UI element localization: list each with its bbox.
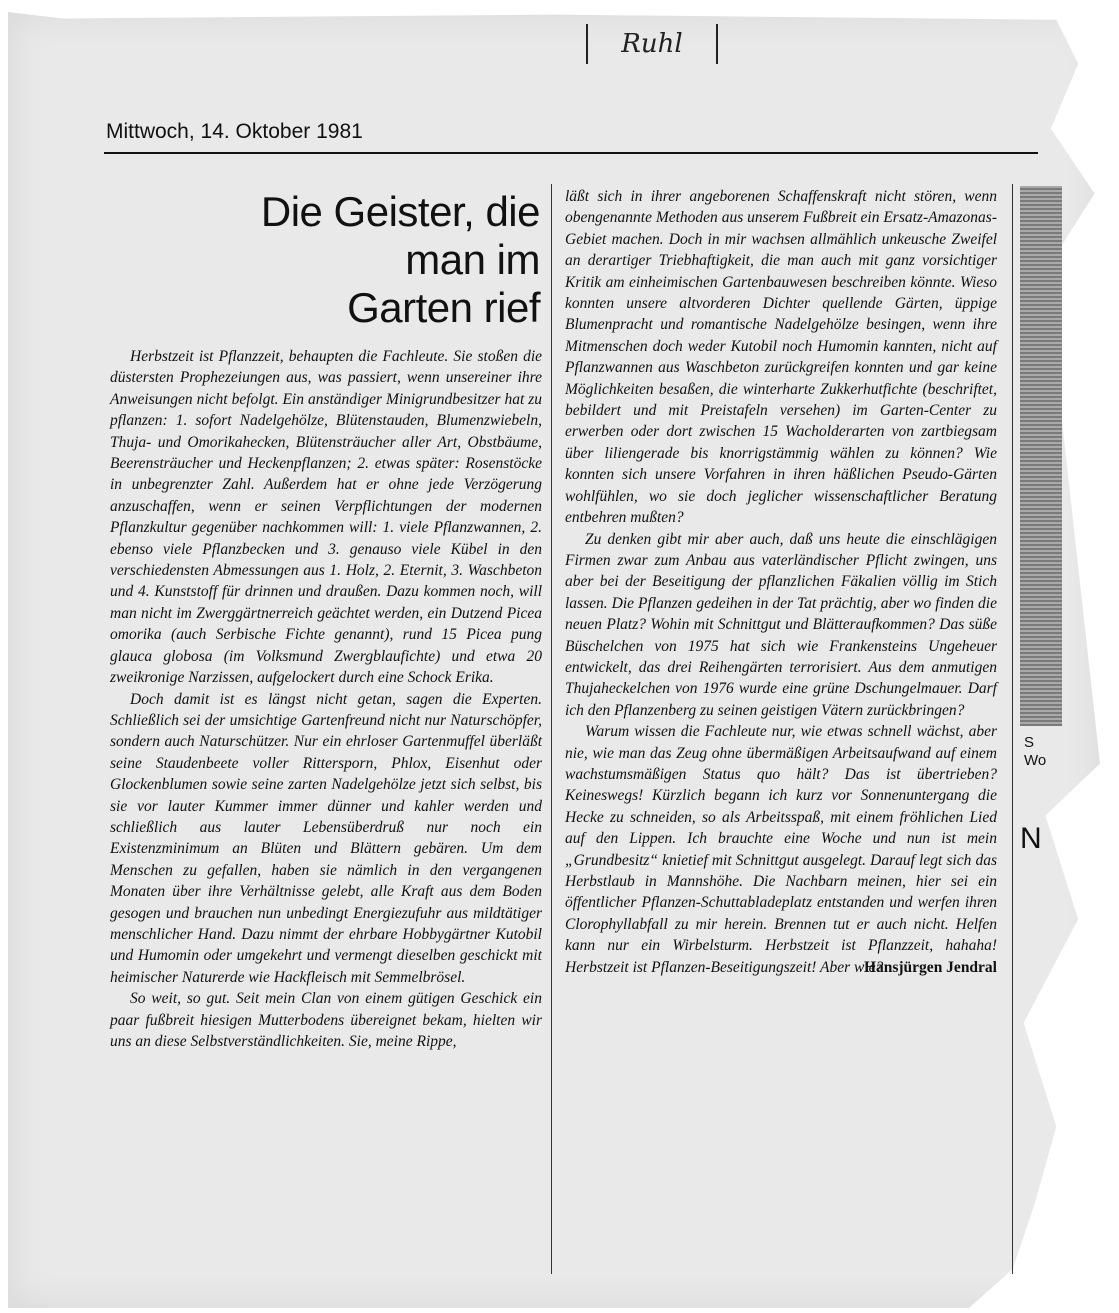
adjacent-text-fragment: Wo [1024, 752, 1047, 769]
article-headline [210, 188, 540, 332]
article-paragraph: Warum wissen die Fachleute nur, wie etwas schnell wächst, aber nie, wie man das Zeug ohne übermäßigen Arbeitsaufwand auf einem wachstumsmäßigen Status quo hält? Das ist übertrieben? Keineswegs! Kürzlich begann ich kurz vor Sonnenuntergang die Hecke zu schneiden, so als Arbeitsspaß, mit einem fröhlichen Lied auf den Lippen. Ich brauchte eine Woche und nun ist mein „Grundbesitz“ knietief mit Schnittgut ausgelegt. Darauf legt sich das Herbstlaub in Mannshöhe. Die Nachbarn meinen, hier sei ein öffentlicher Pflanzen-Schuttabladeplatz entstanden und werfen ihren Clorophyllabfall zu mir herein. Brennen tut er auch nicht. Helfen kann nur ein Wirbelsturm. Herbstzeit ist Pflanzzeit, hahaha! Herbstzeit ist Pflanzen-Beseitigungszeit! Aber wie? [565, 723, 997, 976]
dateline: Mittwoch, 14. Oktober 1981 [106, 120, 363, 143]
article-paragraph: So weit, so gut. Seit mein Clan von einem gütigen Geschick ein paar fußbreit hiesigen Mutterbodens übereignet bekam, hielten wir uns an diese Selbstverständlichkeiten. Sie, meine Rippe, [110, 990, 542, 1050]
article-paragraph: Zu denken gibt mir aber auch, daß uns heute die einschlägigen Firmen zwar zum Anbau aus vaterländischer Pflicht zwingen, uns aber bei der Beseitigung der pflanzlichen Fäkalien völlig im Stich lassen. Die Pflanzen gedeihen in der Tat prächtig, aber wo finden die neuen Platz? Wohin mit Schnittgut und Blätteraufkommen? Das süße Büschelchen von 1975 hat sich wie Frankensteins Ungeheuer entwickelt, das drei Reihengärten terrorisiert. Aus dem anmutigen Thujaheckelchen von 1976 wurde eine grüne Dschungelmauer. Darf ich den Pflanzenberg zu seinen geistigen Vätern zurückbringen? [565, 530, 997, 719]
handwritten-stamp: Ruhl [586, 24, 718, 64]
article-paragraph: Herbstzeit ist Pflanzzeit, behaupten die Fachleute. Sie stoßen die düstersten Prophezeiungen aus, was passiert, wenn unsereiner ihre Anweisungen nicht befolgt. Ein anständiger Minigrundbesitzer hat zu pflanzen: 1. sofort Nadelgehölze, Blütenstauden, Blumenzwiebeln, Thuja- und Omorikahecken, Blütensträucher aller Art, Obstbäume, Beerensträucher und Heckenpflanzen; 2. etwas später: Rosenstöcke in unbegrenzter Zahl. Außerdem hat er ohne jede Verzögerung anzuschaffen, wenn er seinen Verpflichtungen der modernen Pflanzkultur gegenüber nachkommen will: 1. viele Pflanzwannen, 2. ebenso viele Pflanzbecken und 3. genauso viele Kübel in den verschiedensten Abmessungen aus 1. Holz, 2. Eternit, 3. Waschbeton und 4. Kunststoff für drinnen und draußen. Dazu kommen noch, will man nicht im Zwerggärtnerreich geächtet werden, ein Dutzend Picea omorika (auch Serbische Fichte genannt), rund 15 Picea pung glauca globosa (im Volksmund Zwergblaufichte) und etwa 20 zweikronige Narzissen, aufgelockert durch eine Schock Erika. [110, 348, 542, 687]
header-rule [104, 152, 1038, 154]
article-paragraph-continued: läßt sich in ihrer angeborenen Schaffenskraft nicht stören, wenn obengenannte Methoden aus unserem Fußbreit ein Ersatz-Amazonas-Gebiet machen. Doch in mir wachsen allmählich unkeusche Zweifel an derartiger Triebhaftigkeit, die man auch mit ganz vorsichtiger Kritik am einheimischen Gartenbauwesen beschreiben könnte. Wieso konnten unsere altvorderen Dichter quellende Gärten, üppige Blumenpracht und romantische Nadelgehölze besingen, wenn ihre Mitmenschen doch weder Kutobil noch Humomin kannten, nicht auf Pflanzwannen aus Waschbeton zurückgreifen konnten und gar keine Möglichkeiten besaßen, die winterharte Zukkerhutfichte (beschriftet, bebildert und mit Preistafeln versehen) im Garten-Center zu erwerben oder dort zwischen 15 Wacholderarten von zartbiegsam über liliengerade bis knorrigstämmig wählen zu können? Wie konnten sich unsere Vorfahren in ihren häßlichen Pseudo-Gärten wohlfühlen, wo sie doch jeglicher wissenschaftlicher Beratung entbehren mußten? [565, 188, 997, 527]
right-column-divider [1012, 184, 1013, 1274]
adjacent-photo-fragment [1020, 186, 1062, 726]
column-divider [551, 184, 552, 1274]
headline-line: man im [405, 236, 540, 283]
adjacent-text-fragment: S [1024, 734, 1035, 751]
article-column-right [565, 186, 997, 978]
author-byline: Hansjürgen Jendral [863, 959, 997, 977]
article-paragraph: Doch damit ist es längst nicht getan, sagen die Experten. Schließlich sei der umsichtige Gartenfreund nicht nur Naturschöpfer, sondern auch Naturschützer. Nur ein ehrloser Gartenmuffel überläßt seine Staudenbeete voller Rittersporn, Phlox, Eisenhut oder Glockenblumen sowie seine zarten Nadelgehölze jetzt sich selbst, bis sie vor lauter Kummer immer dünner und kahler werden und schließlich aus lauter Lebensüberdruß nur noch ein Existenzminimum an Blüten und Blättern gebären. Um dem Menschen zu gefallen, haben sie nämlich in den vergangenen Monaten über ihre Verhältnisse gelebt, alle Kraft aus dem Boden gesogen und brauchen nun unbedingt Energiezufuhr aus mildtätiger menschlicher Hand. Dazu nimmt der ehrbare Hobbygärtner Kutobil und Humomin oder umgekehrt und vermengt dieselben geschickt mit heimischer Naturerde wie Hackfleisch mit Semmelbrösel. [110, 690, 542, 986]
headline-line: Die Geister, die [260, 188, 540, 235]
article-column-left [110, 346, 542, 1052]
headline-line: Garten rief [347, 284, 540, 331]
adjacent-headline-fragment: N [1020, 822, 1042, 855]
